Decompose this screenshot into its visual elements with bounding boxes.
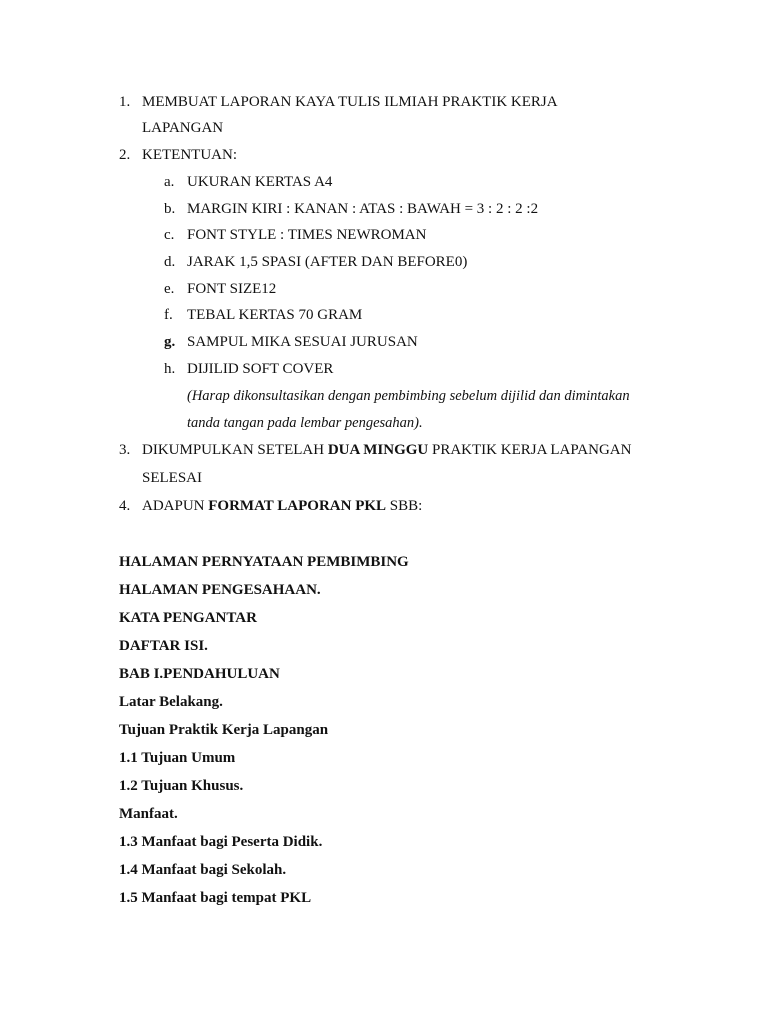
outline-heading: 1.1 Tujuan Umum — [119, 750, 236, 766]
subitem-text-b: MARGIN KIRI : KANAN : ATAS : BAWAH = 3 : 2 : 2 :2 — [187, 201, 539, 217]
list-item-3-pre: DIKUMPULKAN SETELAH — [142, 442, 328, 458]
binding-note-line-2: tanda tangan pada lembar pengesahan). — [187, 415, 423, 431]
subitem-text-g: SAMPUL MIKA SESUAI JURUSAN — [187, 334, 418, 350]
list-item-2-text: KETENTUAN: — [142, 147, 237, 163]
subitem-text-d: JARAK 1,5 SPASI (AFTER DAN BEFORE0) — [187, 254, 468, 270]
outline-heading: BAB I.PENDAHULUAN — [119, 666, 280, 682]
list-number-1: 1. — [119, 94, 131, 110]
subitem-letter-d: d. — [164, 254, 176, 270]
subitem-letter-h: h. — [164, 361, 176, 377]
subitem-text-h: DIJILID SOFT COVER — [187, 361, 334, 377]
list-item-4-text — [142, 499, 422, 514]
list-item-3-bold: DUA MINGGU — [327, 442, 429, 458]
list-item-4-pre: ADAPUN — [142, 498, 209, 514]
subitem-text-e: FONT SIZE12 — [187, 281, 277, 297]
subitem-letter-b: b. — [164, 201, 176, 217]
list-number-4: 4. — [119, 498, 131, 514]
list-item-3-line-2: SELESAI — [142, 470, 202, 486]
subitem-text-a: UKURAN KERTAS A4 — [187, 174, 333, 190]
outline-heading: 1.4 Manfaat bagi Sekolah. — [119, 862, 287, 878]
list-item-3-post: PRAKTIK KERJA LAPANGAN — [428, 442, 632, 458]
outline-heading: KATA PENGANTAR — [119, 610, 257, 626]
list-item-1-line-1: MEMBUAT LAPORAN KAYA TULIS ILMIAH PRAKTIK KERJA — [142, 94, 558, 110]
list-item-4-bold: FORMAT LAPORAN PKL — [208, 498, 387, 514]
subitem-text-c: FONT STYLE : TIMES NEWROMAN — [187, 227, 427, 243]
subitem-letter-e: e. — [164, 281, 175, 297]
outline-heading: 1.3 Manfaat bagi Peserta Didik. — [119, 834, 323, 850]
outline-heading: 1.5 Manfaat bagi tempat PKL — [119, 890, 312, 906]
outline-heading: Manfaat. — [119, 806, 178, 822]
list-number-2: 2. — [119, 147, 131, 163]
subitem-letter-c: c. — [164, 227, 175, 243]
outline-heading: Tujuan Praktik Kerja Lapangan — [119, 722, 329, 738]
list-item-1-line-2: LAPANGAN — [142, 120, 224, 136]
list-item-3-line-1 — [142, 443, 631, 458]
list-number-3: 3. — [119, 442, 131, 458]
outline-heading: 1.2 Tujuan Khusus. — [119, 778, 244, 794]
outline-heading: HALAMAN PERNYATAAN PEMBIMBING — [119, 554, 409, 570]
outline-heading: Latar Belakang. — [119, 694, 223, 710]
outline-heading: DAFTAR ISI. — [119, 638, 208, 654]
subitem-letter-a: a. — [164, 174, 175, 190]
subitem-letter-f: f. — [164, 307, 173, 323]
list-item-4-post: SBB: — [386, 498, 423, 514]
outline-heading: HALAMAN PENGESAHAAN. — [119, 582, 321, 598]
binding-note-line-1: (Harap dikonsultasikan dengan pembimbing sebelum dijilid dan dimintakan — [187, 388, 630, 404]
subitem-text-f: TEBAL KERTAS 70 GRAM — [187, 307, 363, 323]
subitem-letter-g: g. — [164, 334, 176, 350]
